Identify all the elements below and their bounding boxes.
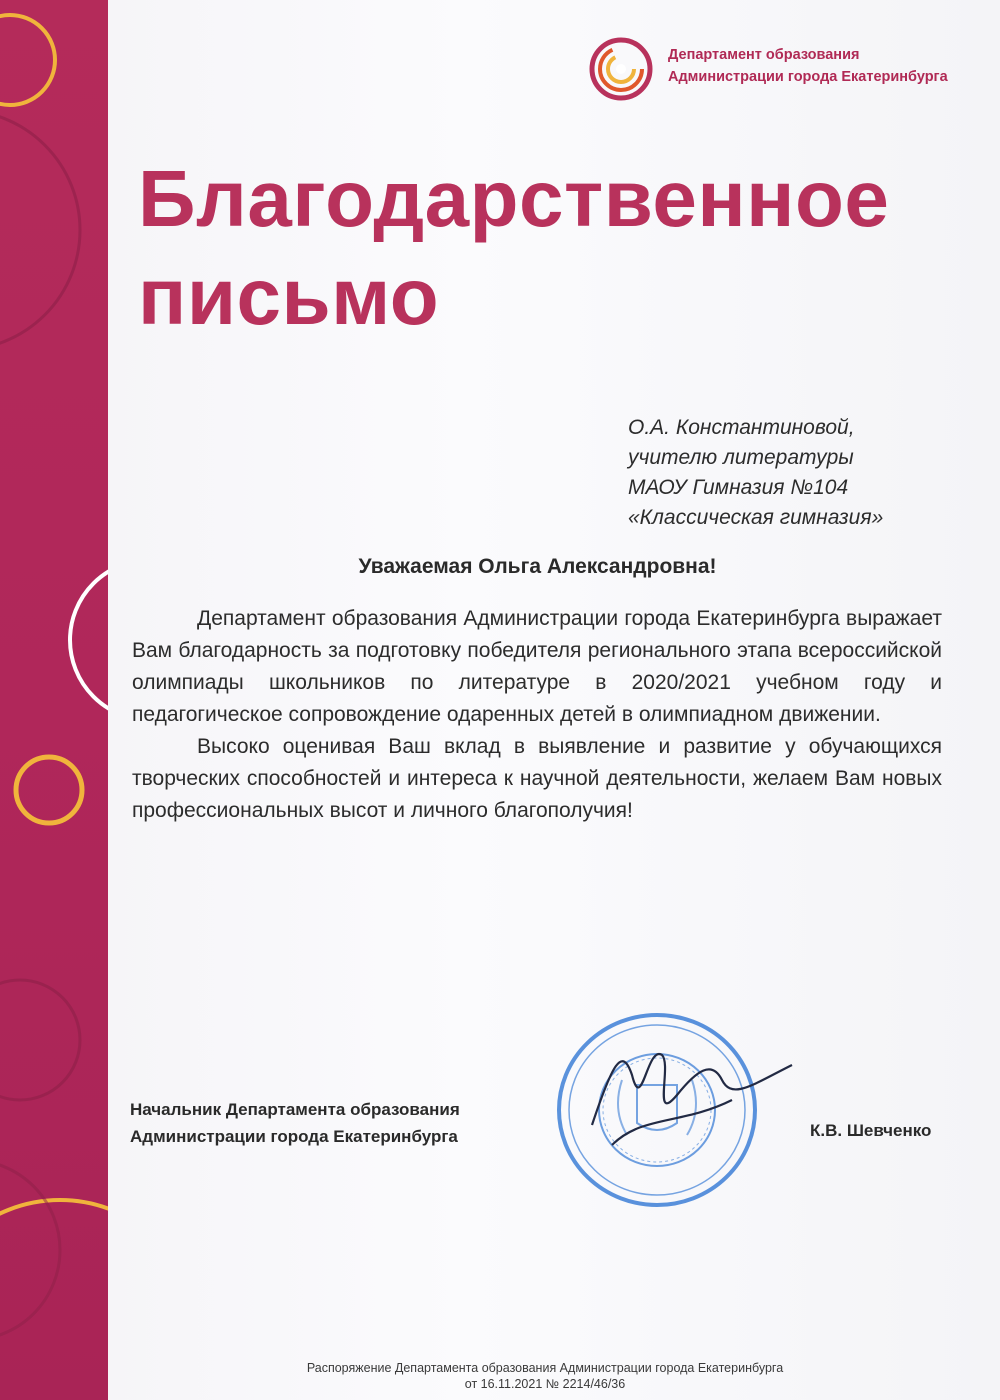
title-line2: письмо: [138, 252, 440, 341]
addressee-line1: О.А. Константиновой,: [628, 416, 855, 439]
official-stamp-icon: [552, 1005, 802, 1220]
decorative-sidebar: [0, 0, 108, 1400]
footer-line1: Распоряжение Департамента образования Администрации города Екатеринбурга: [306, 1361, 784, 1375]
department-header: [668, 44, 948, 88]
greeting: Уважаемая Ольга Александровна!: [358, 555, 717, 578]
org-name-line1: Департамент образования: [668, 47, 860, 63]
body-paragraph-1: Департамент образования Администрации города Екатеринбурга выражает Вам благодарность за подготовку победителя регионального этапа всероссийской олимпиады школьников по литературе в 2020/2021 учебном году и педагогическое сопровождение одаренных детей в олимпиадном движении.: [132, 607, 942, 726]
signer-position: [130, 1096, 460, 1150]
addressee-line4: «Классическая гимназия»: [628, 506, 884, 529]
org-name-line2: Администрации города Екатеринбурга: [668, 69, 948, 85]
signer-name: К.В. Шевченко: [810, 1121, 932, 1140]
footer-line2: от 16.11.2021 № 2214/46/36: [464, 1377, 626, 1391]
page-title: [138, 150, 889, 346]
department-rings-logo-icon: [588, 36, 654, 102]
body-paragraph-2: Высоко оценивая Ваш вклад в выявление и развитие у обучающихся творческих способностей и интереса к научной деятельности, желаем Вам новых профессиональных высот и личного благополучия!: [132, 735, 942, 822]
footer-reference: [0, 1360, 1000, 1392]
addressee-line2: учителю литературы: [628, 446, 854, 469]
signer-position-line2: Администрации города Екатеринбурга: [130, 1127, 458, 1146]
title-line1: Благодарственное: [138, 154, 890, 243]
signer-position-line1: Начальник Департамента образования: [130, 1100, 460, 1119]
addressee-line3: МАОУ Гимназия №104: [628, 476, 849, 499]
letter-body: [132, 603, 942, 827]
decorative-rings-icon: [0, 0, 108, 1400]
addressee-block: [628, 413, 883, 533]
